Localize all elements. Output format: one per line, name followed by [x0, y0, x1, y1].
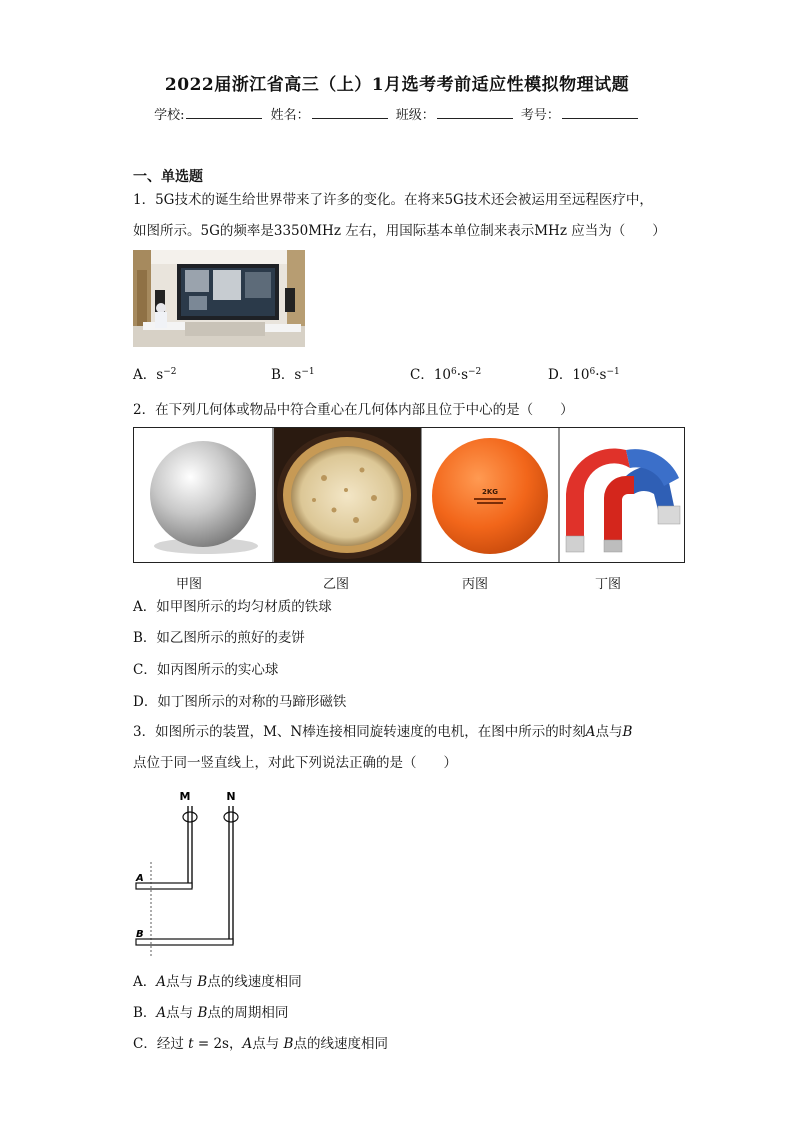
iron-sphere-image	[134, 428, 273, 563]
caption-ding: 丁图	[594, 577, 621, 592]
exam-number-blank[interactable]	[562, 106, 638, 119]
svg-text:2KG: 2KG	[481, 488, 499, 496]
caption-jia: 甲图	[175, 577, 202, 592]
q1-telemedicine-photo	[133, 250, 305, 347]
name-label: 姓名：	[270, 108, 310, 123]
q3-line1: 3．如图所示的装置，M、N棒连接相同旋转速度的电机，在图中所示的时刻A点与B	[133, 724, 633, 740]
q3-line2: 点位于同一竖直线上，对此下列说法正确的是（ ）	[133, 755, 457, 771]
q1-line1: 1．5G技术的诞生给世界带来了许多的变化。在将来5G技术还会被运用至远程医疗中，	[133, 192, 653, 208]
q1-option-a[interactable]: A．$s^{-2}$	[133, 367, 177, 383]
q3-option-a[interactable]: A．A点与 B点的线速度相同	[133, 974, 302, 990]
name-blank[interactable]	[312, 106, 388, 119]
class-label: 班级：	[395, 108, 435, 123]
q1-option-d[interactable]: D．$10^6\cdot s^{-1}$	[548, 367, 620, 383]
q2-option-c[interactable]: C．如丙图所示的实心球	[133, 662, 279, 678]
q1-line2: 如图所示。5G的频率是3350MHz 左右，用国际基本单位制来表示MHz 应当为（ ）	[133, 223, 666, 239]
q3-rod-diagram	[130, 784, 245, 959]
q2-option-b[interactable]: B．如乙图所示的煎好的麦饼	[133, 630, 305, 646]
class-blank[interactable]	[437, 106, 513, 119]
q2-stem: 2．在下列几何体或物品中符合重心在几何体内部且位于中心的是（ ）	[133, 402, 574, 418]
q2-figure-panel	[133, 427, 685, 563]
svg-text:B: B	[136, 929, 144, 940]
horseshoe-magnet-image	[560, 428, 685, 563]
q2-option-a[interactable]: A．如甲图所示的均匀材质的铁球	[133, 599, 332, 615]
solid-ball-image	[422, 428, 559, 563]
exam-title: 2022届浙江省高三（上）1月选考考前适应性模拟物理试题	[164, 75, 630, 95]
pancake-image	[274, 428, 421, 563]
q3-option-b[interactable]: B．A点与 B点的周期相同	[133, 1005, 289, 1021]
caption-bing: 丙图	[461, 577, 488, 592]
svg-text:A: A	[136, 873, 144, 884]
svg-text:N: N	[226, 790, 236, 803]
school-blank[interactable]	[186, 106, 262, 119]
school-label: 学校:	[154, 108, 185, 123]
q1-option-c[interactable]: C．$10^6\cdot s^{-2}$	[410, 367, 482, 383]
section-title: 一、单选题	[133, 169, 203, 185]
q1-option-b[interactable]: B．$s^{-1}$	[271, 367, 315, 383]
exam-number-label: 考号：	[520, 108, 560, 123]
student-info-line	[0, 104, 794, 123]
q2-option-d[interactable]: D．如丁图所示的对称的马蹄形磁铁	[133, 694, 347, 710]
q3-option-c[interactable]: C．经过 t = 2s，A点与 B点的线速度相同	[133, 1036, 388, 1052]
caption-yi: 乙图	[322, 577, 349, 592]
svg-text:M: M	[179, 790, 191, 803]
